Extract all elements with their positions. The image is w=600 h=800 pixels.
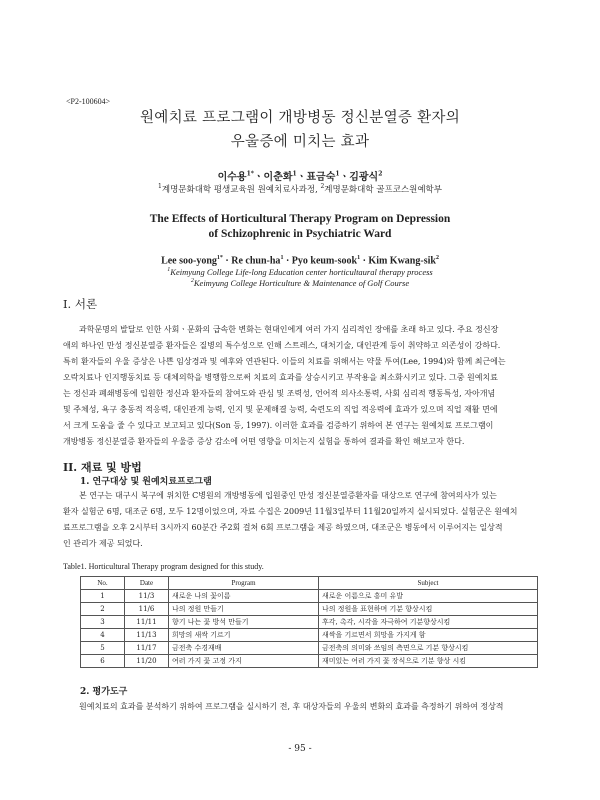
affiliation-en-text-1: Keimyung College Life-long Education center horticultaural therapy process — [170, 267, 433, 277]
table-cell-date: 11/3 — [125, 590, 169, 603]
table-cell-no: 6 — [81, 655, 125, 668]
paragraph-line: 료프로그램을 오후 2시부터 3시까지 60분간 주2회 걸쳐 6회 프로그램을 제공 하였으며, 대조군은 병동에서 이루어지는 일상적 — [63, 523, 503, 532]
table-row — [81, 642, 538, 655]
korean-title-line-1: 원예치료 프로그램이 개방병동 정신분열증 환자의 — [139, 110, 461, 126]
table-cell-date: 11/6 — [125, 603, 169, 616]
paragraph-line: 환자 실험군 6명, 대조군 6명, 모두 12명이었으며, 자료 수집은 2009년 11월3일부터 11월20일까지 실시되었다. 실험군은 원예치 — [63, 507, 518, 516]
table-cell-subject: 재미있는 여러 가지 꽃 장식으로 기분 향상 시킴 — [319, 655, 538, 668]
table-cell-subject: 새싹을 기르면서 희망을 가지게 함 — [319, 629, 538, 642]
introduction-paragraph — [63, 322, 533, 450]
table-cell-program: 새로운 나의 꽃이름 — [169, 590, 319, 603]
english-affiliation-line-2 — [60, 278, 540, 288]
author-separator: ㆍ — [296, 172, 307, 183]
english-title-line-2: of Schizophrenic in Psychiatric Ward — [208, 228, 392, 240]
table-header-no: No. — [81, 577, 125, 590]
author-3-sup: 1 — [335, 170, 340, 178]
paragraph-line: 는 정신과 폐쇄병동에 입원한 정신과 환자들의 참여도와 관심 및 조력성, 언어적 의사소통력, 사회 심리적 행동특성, 자아개념 — [63, 389, 496, 398]
paragraph-line: 과학문명의 발달로 인한 사회ㆍ문화의 급속한 변화는 현대인에게 여러 가지 심리적인 장애를 초래 하고 있다. 주요 정신장 — [79, 325, 499, 334]
table-row — [81, 590, 538, 603]
korean-affiliation — [60, 183, 540, 195]
affiliation-text-1: 계명문화대학 평생교육원 원예치료사과정, — [161, 185, 321, 195]
table-cell-program: 금전축 수경재배 — [169, 642, 319, 655]
affiliation-en-text-2: Keimyung College Horticulture & Maintenance of Golf Course — [193, 278, 410, 288]
table-cell-subject: 나의 정원을 표현하며 기분 향상시킴 — [319, 603, 538, 616]
author-separator: ㆍ — [253, 172, 264, 183]
paragraph-line: 애의 하나인 만성 정신분열증 환자들은 질병의 특수성으로 인해 스트레스, 대처기술, 대인관계 등이 취약하고 의존성이 강하다. — [63, 341, 501, 350]
instruments-paragraph — [63, 699, 533, 715]
section-heading-introduction: Ⅰ. 서론 — [63, 297, 98, 311]
subsection-heading-instruments: 2. 평가도구 — [80, 687, 128, 697]
author-1-sup: 1* — [246, 170, 254, 178]
author-3-sup-en: 1 — [357, 255, 361, 261]
table-cell-no: 2 — [81, 603, 125, 616]
author-1-name: 이수용 — [217, 172, 247, 183]
author-separator-en: · — [360, 255, 369, 267]
subsection-heading-subjects: 1. 연구대상 및 원예치료프로그램 — [80, 477, 212, 487]
author-4-name: 김광식 — [349, 172, 379, 183]
affiliation-en-sup-1: 1 — [167, 267, 171, 274]
author-separator-en: · — [283, 255, 292, 267]
author-2-name-en: Re chun-ha — [231, 255, 281, 267]
table-row — [81, 603, 538, 616]
table-header-date: Date — [125, 577, 169, 590]
author-2-name: 이춘화 — [263, 172, 293, 183]
affiliation-text-2: 계명문화대학 골프코스원예학부 — [324, 185, 442, 195]
table-cell-no: 3 — [81, 616, 125, 629]
author-separator-en: · — [222, 255, 232, 267]
paragraph-line: 인 관리가 제공 되었다. — [63, 539, 143, 548]
program-table — [80, 576, 538, 668]
table-row — [81, 655, 538, 668]
table-cell-date: 11/11 — [125, 616, 169, 629]
paper-code: <P2-100604> — [66, 97, 111, 106]
table-cell-subject: 금전축의 의미와 쓰임의 측면으로 기분 향상시킴 — [319, 642, 538, 655]
affiliation-sup-1: 1 — [158, 183, 162, 191]
author-4-name-en: Kim Kwang-sik — [368, 255, 436, 267]
table-cell-program: 향기 나는 꽃 방석 만들기 — [169, 616, 319, 629]
page-number: - 95 - — [288, 744, 312, 754]
english-affiliation-line-1 — [60, 267, 540, 277]
paragraph-line: 원예치료의 효과를 분석하기 위하여 프로그램을 실시하기 전, 후 대상자들의 우울의 변화의 효과를 측정하기 위하여 정상적 — [79, 702, 504, 711]
paragraph-line: 서 크게 도움을 줄 수 있다고 보고되고 있다(Son 등, 1997). 이러한 효과를 검증하기 위하여 본 연구는 원예치료 프로그램이 — [63, 421, 494, 430]
author-4-sup: 2 — [378, 170, 383, 178]
table-caption: Table1. Horticultural Therapy program designed for this study. — [63, 562, 264, 571]
author-4-sup-en: 2 — [435, 255, 439, 261]
table-cell-program: 나의 정원 만들기 — [169, 603, 319, 616]
table-row — [81, 629, 538, 642]
table-cell-subject: 새로운 이름으로 흥미 유발 — [319, 590, 538, 603]
paragraph-line: 오락치료나 인지행동치료 등 대체의학을 병행함으로써 치료의 효과를 상승시키고 부작용을 최소화시키고 있다. 그중 원예치료 — [63, 373, 498, 382]
author-3-name: 표금숙 — [306, 172, 336, 183]
paragraph-line: 및 주체성, 욕구 충동적 적응력, 대인관계 능력, 인지 및 문제해결 능력, 숙련도의 직업 적응력에 효과가 있으며 직업 재활 면에 — [63, 405, 498, 414]
korean-title-line-2: 우울증에 미치는 효과 — [230, 134, 370, 150]
author-separator: ㆍ — [339, 172, 350, 183]
table-row — [81, 616, 538, 629]
table-header-program: Program — [169, 577, 319, 590]
english-authors — [60, 255, 540, 266]
paragraph-line: 개방병동 정신분열증 환자들의 우울증 증상 감소에 어떤 영향을 미치는지 실험을 통하여 결과를 확인 해보고자 한다. — [63, 437, 465, 446]
table-cell-subject: 후각, 촉각, 시각을 자극하여 기분향상시킴 — [319, 616, 538, 629]
english-title-line-1: The Effects of Horticultural Therapy Program on Depression — [149, 213, 451, 225]
table-cell-no: 4 — [81, 629, 125, 642]
author-2-sup: 1 — [292, 170, 297, 178]
affiliation-sup-2: 2 — [320, 183, 325, 191]
table-header-subject: Subject — [319, 577, 538, 590]
table-cell-program: 여러 가지 꽃 고정 가지 — [169, 655, 319, 668]
table-cell-no: 5 — [81, 642, 125, 655]
table-cell-program: 희망의 새싹 기르기 — [169, 629, 319, 642]
paragraph-line: 본 연구는 대구시 북구에 위치한 C병원의 개방병동에 입원중인 만성 정신분열증환자를 대상으로 연구에 참여의사가 있는 — [79, 491, 497, 500]
author-1-name-en: Lee soo-yong — [161, 255, 217, 267]
korean-authors — [60, 168, 540, 183]
table-cell-date: 11/17 — [125, 642, 169, 655]
affiliation-en-sup-2: 2 — [190, 278, 194, 285]
paragraph-line: 특히 환자들의 우울 증상은 나쁜 임상경과 및 예후와 연관된다. 이들의 치료를 위해서는 약물 투여(Lee, 1994)와 함께 최근에는 — [63, 357, 506, 366]
table-cell-date: 11/20 — [125, 655, 169, 668]
table-cell-no: 1 — [81, 590, 125, 603]
author-1-sup-en: 1* — [216, 255, 223, 261]
table-header-row — [81, 577, 538, 590]
table-cell-date: 11/13 — [125, 629, 169, 642]
subjects-paragraph — [63, 488, 533, 552]
author-2-sup-en: 1 — [280, 255, 284, 261]
author-3-name-en: Pyo keum-sook — [291, 255, 358, 267]
section-heading-methods: II. 재료 및 방법 — [63, 461, 142, 474]
